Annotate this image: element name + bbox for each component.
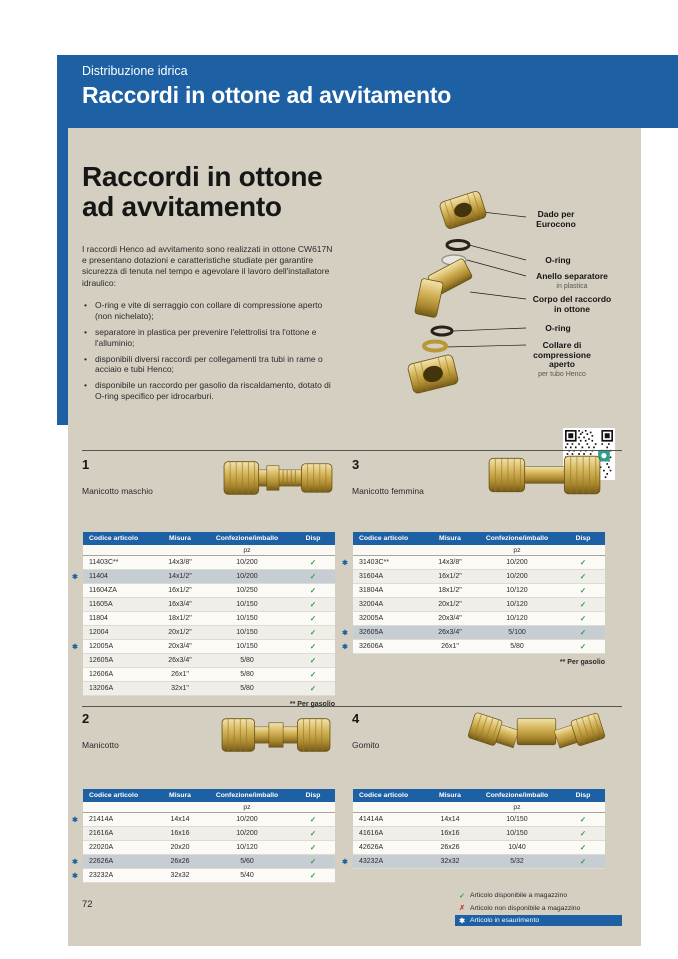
availability-check: ✓ [291,654,335,668]
article-code-cell: 41414A [353,813,427,827]
col-disp: Disp [291,789,335,802]
legend-available-icon: ✓ [459,892,465,900]
esaurimento-asterisk [72,668,83,682]
pack-cell: 10/120 [473,612,561,626]
esaurimento-asterisk [342,841,353,855]
legend-text: Articolo non disponibile a magazzino [470,904,581,912]
col-confezione: Confezione/imballo [473,789,561,802]
diagram-label-anello [528,272,616,290]
pack-cell: 10/200 [203,556,291,570]
availability-table-4 [342,789,605,869]
pack-cell: 10/150 [203,612,291,626]
col-disp: Disp [291,532,335,545]
availability-check: ✓ [291,570,335,584]
unit-row [72,545,335,556]
availability-check: ✓ [291,682,335,696]
diagram-label-text: Dado per Eurocono [536,209,576,229]
diagram-label-text: O-ring [545,255,571,265]
table-row [72,556,335,570]
availability-check: ✓ [291,556,335,570]
product-photo-gomito [468,698,606,769]
diagram-label-text: Anello separatore [536,271,608,281]
availability-check: ✓ [291,869,335,883]
exploded-diagram [378,188,630,406]
pack-cell: 10/40 [473,841,561,855]
col-confezione: Confezione/imballo [203,532,291,545]
availability-check: ✓ [291,841,335,855]
size-cell: 20x3/4" [157,640,203,654]
table-row [72,626,335,640]
esaurimento-asterisk: ✱ [72,858,78,866]
col-confezione: Confezione/imballo [203,789,291,802]
size-cell: 20x3/4" [427,612,473,626]
availability-check: ✓ [561,584,605,598]
article-code-cell: 11804 [83,612,157,626]
pack-cell: 10/250 [203,584,291,598]
size-cell: 32x32 [427,855,473,869]
o-ring-part-1 [447,241,469,250]
article-code-cell: 23232A [83,869,157,883]
empty-cell [353,802,427,813]
availability-check: ✓ [561,598,605,612]
article-code-cell: 12004 [83,626,157,640]
empty-cell [427,802,473,813]
table-row [72,813,335,827]
empty-cell [291,545,335,556]
esaurimento-asterisk [72,682,83,696]
intro-bullet: • separatore in plastica per prevenire l'elettrolisi tra l'ottone e l'alluminio; [82,327,340,349]
product-table-3 [342,532,606,666]
intro-bullet: • disponibile un raccordo per gasolio da riscaldamento, dotato di O-ring specifico per idrocarburi. [82,380,340,402]
article-code-cell: 31403C** [353,556,427,570]
compression-collar-part [424,342,446,351]
esaurimento-asterisk [72,827,83,841]
article-code-cell: 11604ZA [83,584,157,598]
esaurimento-asterisk: ✱ [342,858,348,866]
article-code-cell: 32005A [353,612,427,626]
product-photo-manicotto-femmina [487,446,602,509]
diagram-label-sub: per tubo Henco [538,370,586,378]
empty-cell [291,802,335,813]
table-row [72,869,335,883]
article-code-cell: 21414A [83,813,157,827]
table-row [342,556,605,570]
table-row [342,612,605,626]
pack-cell: 5/80 [203,682,291,696]
table-row [72,640,335,654]
table-row [72,855,335,869]
col-confezione: Confezione/imballo [473,532,561,545]
esaurimento-asterisk [342,584,353,598]
col-misura: Misura [427,789,473,802]
table-row [342,813,605,827]
diagram-label-oring-2 [528,324,588,334]
bottom-nut-part [407,354,459,394]
size-cell: 20x20 [157,841,203,855]
article-code-cell: 32606A [353,640,427,654]
table-row [72,668,335,682]
size-cell: 16x16 [157,827,203,841]
diagram-label-sub: in plastica [556,282,588,290]
empty-cell [561,802,605,813]
size-cell: 14x14 [427,813,473,827]
header-title: Raccordi in ottone ad avvitamento [82,82,452,108]
availability-check: ✓ [291,668,335,682]
asterisk-spacer [342,545,353,556]
article-code-cell: 21616A [83,827,157,841]
size-cell: 26x3/4" [427,626,473,640]
article-code-cell: 32605A [353,626,427,640]
size-cell: 26x26 [157,855,203,869]
col-disp: Disp [561,532,605,545]
pack-cell: 10/120 [473,598,561,612]
asterisk-spacer [342,532,353,545]
esaurimento-asterisk [72,612,83,626]
pack-cell: 5/100 [473,626,561,640]
brass-body-part [414,258,472,318]
size-cell: 14x14 [157,813,203,827]
esaurimento-asterisk [72,626,83,640]
availability-check: ✓ [561,556,605,570]
table-row [342,855,605,869]
article-code-cell: 41616A [353,827,427,841]
table-header-row [72,789,335,802]
section-name-1: Manicotto maschio [82,486,153,496]
page-number: 72 [82,899,93,910]
table-header-row [342,789,605,802]
pack-cell: 10/120 [473,584,561,598]
esaurimento-asterisk: ✱ [342,559,348,567]
esaurimento-asterisk: ✱ [72,872,78,880]
unit-row [342,545,605,556]
pack-cell: 5/80 [473,640,561,654]
table-row [342,841,605,855]
esaurimento-asterisk: ✱ [342,643,348,651]
product-photo-manicotto [220,706,332,769]
article-code-cell: 43232A [353,855,427,869]
availability-check: ✓ [561,841,605,855]
eurocone-nut-part [439,190,488,230]
unit-pz: pz [203,802,291,813]
pack-cell: 10/150 [203,640,291,654]
section-name-4: Gomito [352,740,380,750]
size-cell: 16x16 [427,827,473,841]
section-number-4: 4 [352,711,360,726]
size-cell: 26x3/4" [157,654,203,668]
table-row [342,584,605,598]
pack-cell: 5/40 [203,869,291,883]
empty-cell [427,545,473,556]
col-misura: Misura [157,532,203,545]
availability-check: ✓ [561,640,605,654]
legend-discontinued-icon: ✱ [459,917,465,925]
availability-check: ✓ [291,827,335,841]
legend-item-unavailable [455,903,622,914]
pack-cell: 5/80 [203,668,291,682]
product-photo-manicotto-maschio [222,450,334,511]
pack-cell: 10/150 [473,827,561,841]
availability-check: ✓ [561,813,605,827]
esaurimento-asterisk [342,598,353,612]
table-row [72,584,335,598]
empty-cell [83,545,157,556]
esaurimento-asterisk [72,598,83,612]
pack-cell: 10/200 [203,827,291,841]
empty-cell [157,802,203,813]
size-cell: 26x1" [427,640,473,654]
intro-title [82,162,322,222]
unit-row [342,802,605,813]
intro-bullets [82,300,340,407]
size-cell: 18x1/2" [427,584,473,598]
asterisk-spacer [72,545,83,556]
esaurimento-asterisk [72,556,83,570]
table-row [72,598,335,612]
intro-bullet: • O-ring e vite di serraggio con collare di compressione aperto (non nichelato); [82,300,340,322]
size-cell: 18x1/2" [157,612,203,626]
size-cell: 14x3/8" [157,556,203,570]
pack-cell: 10/150 [203,598,291,612]
product-table-2 [72,789,336,883]
availability-check: ✓ [291,855,335,869]
availability-check: ✓ [291,612,335,626]
legend-item-discontinued [455,915,622,926]
availability-check: ✓ [561,612,605,626]
col-codice-articolo: Codice articolo [353,532,427,545]
article-code-cell: 31604A [353,570,427,584]
asterisk-spacer [342,789,353,802]
diagram-label-collare [528,341,596,378]
col-codice-articolo: Codice articolo [83,532,157,545]
col-misura: Misura [427,532,473,545]
table-body [342,813,605,869]
availability-check: ✓ [291,813,335,827]
table-row [342,640,605,654]
esaurimento-asterisk [342,827,353,841]
availability-check: ✓ [561,827,605,841]
size-cell: 20x1/2" [157,626,203,640]
article-code-cell: 42626A [353,841,427,855]
o-ring-part-2 [432,327,452,335]
gasolio-footnote: ** Per gasolio [559,659,605,666]
esaurimento-asterisk: ✱ [72,573,78,581]
esaurimento-asterisk [72,584,83,598]
pack-cell: 10/200 [473,570,561,584]
product-table-1 [72,532,336,708]
diagram-label-dado [528,210,584,230]
empty-cell [157,545,203,556]
size-cell: 32x1" [157,682,203,696]
size-cell: 14x3/8" [427,556,473,570]
size-cell: 26x1" [157,668,203,682]
article-code-cell: 11403C** [83,556,157,570]
esaurimento-asterisk [342,813,353,827]
diagram-label-text: O-ring [545,323,571,333]
table-row [72,841,335,855]
article-code-cell: 13206A [83,682,157,696]
empty-cell [83,802,157,813]
pack-cell: 5/80 [203,654,291,668]
product-table-4 [342,789,606,869]
diagram-label-corpo [528,295,616,314]
col-misura: Misura [157,789,203,802]
diagram-label-text: Collare di compressione aperto [533,340,591,370]
availability-check: ✓ [291,626,335,640]
availability-check: ✓ [561,570,605,584]
table-header-row [72,532,335,545]
diagram-label-text: Corpo del raccordo in ottone [532,294,612,314]
empty-cell [353,545,427,556]
esaurimento-asterisk [72,654,83,668]
unit-row [72,802,335,813]
table-body [72,556,335,696]
table-row [342,626,605,640]
asterisk-spacer [342,802,353,813]
esaurimento-asterisk [342,570,353,584]
availability-check: ✓ [561,855,605,869]
availability-table-2 [72,789,335,883]
article-code-cell: 11605A [83,598,157,612]
pack-cell: 10/150 [203,626,291,640]
pack-cell: 10/200 [473,556,561,570]
table-row [72,612,335,626]
pack-cell: 10/200 [203,813,291,827]
article-code-cell: 12005A [83,640,157,654]
table-row [72,570,335,584]
availability-check: ✓ [291,640,335,654]
section-name-2: Manicotto [82,740,119,750]
legend-unavailable-icon: ✗ [459,905,465,912]
table-row [342,827,605,841]
size-cell: 16x1/2" [427,570,473,584]
article-code-cell: 22626A [83,855,157,869]
gasolio-footnote: ** Per gasolio [289,701,335,708]
header-category: Distribuzione idrica [82,64,188,78]
size-cell: 16x3/4" [157,598,203,612]
availability-legend [455,890,622,928]
asterisk-spacer [72,532,83,545]
availability-check: ✓ [291,598,335,612]
pack-cell: 5/32 [473,855,561,869]
page-header [68,55,678,128]
pack-cell: 10/120 [203,841,291,855]
esaurimento-asterisk: ✱ [72,643,78,651]
esaurimento-asterisk: ✱ [342,629,348,637]
pack-cell: 5/60 [203,855,291,869]
table-row [72,682,335,696]
availability-check: ✓ [291,584,335,598]
intro-title-line2: ad avvitamento [82,190,282,222]
size-cell: 32x32 [157,869,203,883]
pack-cell: 10/200 [203,570,291,584]
table-row [72,827,335,841]
size-cell: 20x1/2" [427,598,473,612]
intro-bullet: • disponibili diversi raccordi per collegamenti tra tubi in rame o acciaio e tubi Henco; [82,354,340,376]
legend-item-available [455,890,622,901]
empty-cell [561,545,605,556]
esaurimento-asterisk [72,841,83,855]
size-cell: 26x26 [427,841,473,855]
size-cell: 16x1/2" [157,584,203,598]
section-number-3: 3 [352,457,360,472]
section-number-1: 1 [82,457,90,472]
table-header-row [342,532,605,545]
diagram-label-oring-1 [528,256,588,266]
pack-cell: 10/150 [473,813,561,827]
availability-table-3 [342,532,605,654]
article-code-cell: 31804A [353,584,427,598]
asterisk-spacer [72,802,83,813]
availability-check: ✓ [561,626,605,640]
availability-table-1 [72,532,335,696]
article-code-cell: 12606A [83,668,157,682]
left-accent-bar [57,55,68,425]
intro-title-line1: Raccordi in ottone [82,161,323,192]
unit-pz: pz [203,545,291,556]
section-name-3: Manicotto femmina [352,486,424,496]
legend-text: Articolo disponibile a magazzino [470,892,568,899]
esaurimento-asterisk: ✱ [72,816,78,824]
intro-paragraph: I raccordi Henco ad avvitamento sono realizzati in ottone CW617N e presentano dotazioni e caratteristiche studiate per garantire sicurezza di tenuta nel tempo e agevolare il lavoro dell'installatore idraulico: [82,244,333,288]
section-number-2: 2 [82,711,90,726]
table-row [342,570,605,584]
size-cell: 14x1/2" [157,570,203,584]
table-row [342,598,605,612]
table-row [72,654,335,668]
esaurimento-asterisk [342,612,353,626]
article-code-cell: 32004A [353,598,427,612]
article-code-cell: 11404 [83,570,157,584]
col-codice-articolo: Codice articolo [353,789,427,802]
article-code-cell: 12605A [83,654,157,668]
col-codice-articolo: Codice articolo [83,789,157,802]
asterisk-spacer [72,789,83,802]
col-disp: Disp [561,789,605,802]
unit-pz: pz [473,802,561,813]
table-body [72,813,335,883]
article-code-cell: 22020A [83,841,157,855]
table-body [342,556,605,654]
legend-text: Articolo in esaurimento [470,917,540,924]
unit-pz: pz [473,545,561,556]
